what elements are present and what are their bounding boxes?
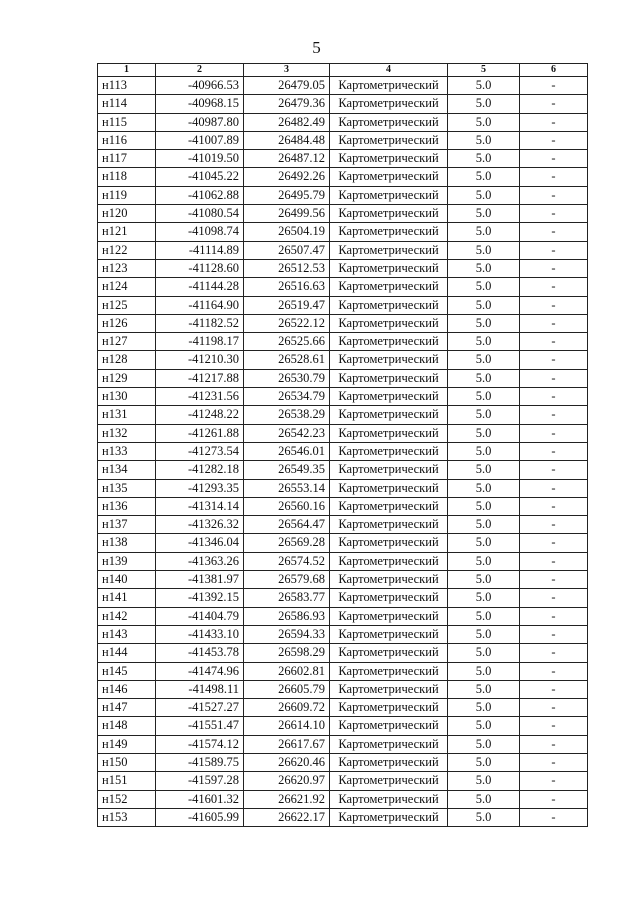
point-id-cell: н129: [98, 369, 156, 387]
y-coordinate-cell: 26516.63: [244, 278, 330, 296]
point-id-cell: н120: [98, 205, 156, 223]
accuracy-cell: 5.0: [448, 442, 520, 460]
method-cell: Картометрический: [330, 662, 448, 680]
y-coordinate-cell: 26549.35: [244, 461, 330, 479]
method-cell: Картометрический: [330, 278, 448, 296]
point-id-cell: н126: [98, 314, 156, 332]
x-coordinate-cell: -41363.26: [156, 552, 244, 570]
table-row: [98, 772, 588, 790]
method-cell: Картометрический: [330, 479, 448, 497]
x-coordinate-cell: -41098.74: [156, 223, 244, 241]
table-row: [98, 699, 588, 717]
table-row: [98, 808, 588, 826]
y-coordinate-cell: 26499.56: [244, 205, 330, 223]
point-id-cell: н132: [98, 424, 156, 442]
table-header-row: [98, 64, 588, 77]
table-row: [98, 205, 588, 223]
note-cell: -: [520, 369, 588, 387]
table-row: [98, 77, 588, 95]
accuracy-cell: 5.0: [448, 735, 520, 753]
table-row: [98, 625, 588, 643]
method-cell: Картометрический: [330, 753, 448, 771]
table-row: [98, 790, 588, 808]
y-coordinate-cell: 26586.93: [244, 607, 330, 625]
x-coordinate-cell: -41282.18: [156, 461, 244, 479]
x-coordinate-cell: -40966.53: [156, 77, 244, 95]
accuracy-cell: 5.0: [448, 625, 520, 643]
accuracy-cell: 5.0: [448, 662, 520, 680]
y-coordinate-cell: 26569.28: [244, 534, 330, 552]
accuracy-cell: 5.0: [448, 699, 520, 717]
point-id-cell: н139: [98, 552, 156, 570]
table-row: [98, 388, 588, 406]
table-row: [98, 113, 588, 131]
header-cell-4: 4: [330, 64, 448, 77]
table-row: [98, 278, 588, 296]
y-coordinate-cell: 26525.66: [244, 333, 330, 351]
point-id-cell: н140: [98, 571, 156, 589]
method-cell: Картометрический: [330, 95, 448, 113]
point-id-cell: н114: [98, 95, 156, 113]
method-cell: Картометрический: [330, 259, 448, 277]
method-cell: Картометрический: [330, 406, 448, 424]
point-id-cell: н115: [98, 113, 156, 131]
x-coordinate-cell: -41231.56: [156, 388, 244, 406]
y-coordinate-cell: 26487.12: [244, 150, 330, 168]
note-cell: -: [520, 150, 588, 168]
note-cell: -: [520, 131, 588, 149]
x-coordinate-cell: -41326.32: [156, 516, 244, 534]
accuracy-cell: 5.0: [448, 680, 520, 698]
y-coordinate-cell: 26622.17: [244, 808, 330, 826]
y-coordinate-cell: 26479.05: [244, 77, 330, 95]
point-id-cell: н135: [98, 479, 156, 497]
note-cell: -: [520, 168, 588, 186]
table-row: [98, 516, 588, 534]
accuracy-cell: 5.0: [448, 406, 520, 424]
note-cell: -: [520, 333, 588, 351]
method-cell: Картометрический: [330, 388, 448, 406]
table-row: [98, 644, 588, 662]
y-coordinate-cell: 26504.19: [244, 223, 330, 241]
point-id-cell: н128: [98, 351, 156, 369]
y-coordinate-cell: 26574.52: [244, 552, 330, 570]
note-cell: -: [520, 406, 588, 424]
table-row: [98, 680, 588, 698]
table-row: [98, 552, 588, 570]
method-cell: Картометрический: [330, 205, 448, 223]
point-id-cell: н137: [98, 516, 156, 534]
accuracy-cell: 5.0: [448, 772, 520, 790]
x-coordinate-cell: -41392.15: [156, 589, 244, 607]
table-row: [98, 571, 588, 589]
method-cell: Картометрический: [330, 808, 448, 826]
y-coordinate-cell: 26564.47: [244, 516, 330, 534]
table-row: [98, 314, 588, 332]
y-coordinate-cell: 26598.29: [244, 644, 330, 662]
x-coordinate-cell: -41007.89: [156, 131, 244, 149]
x-coordinate-cell: -41261.88: [156, 424, 244, 442]
y-coordinate-cell: 26609.72: [244, 699, 330, 717]
table-row: [98, 442, 588, 460]
x-coordinate-cell: -41114.89: [156, 241, 244, 259]
accuracy-cell: 5.0: [448, 259, 520, 277]
accuracy-cell: 5.0: [448, 95, 520, 113]
note-cell: -: [520, 77, 588, 95]
note-cell: -: [520, 534, 588, 552]
x-coordinate-cell: -41527.27: [156, 699, 244, 717]
accuracy-cell: 5.0: [448, 223, 520, 241]
x-coordinate-cell: -41453.78: [156, 644, 244, 662]
accuracy-cell: 5.0: [448, 589, 520, 607]
point-id-cell: н144: [98, 644, 156, 662]
point-id-cell: н142: [98, 607, 156, 625]
method-cell: Картометрический: [330, 607, 448, 625]
table-row: [98, 333, 588, 351]
point-id-cell: н118: [98, 168, 156, 186]
note-cell: -: [520, 95, 588, 113]
accuracy-cell: 5.0: [448, 552, 520, 570]
accuracy-cell: 5.0: [448, 753, 520, 771]
table-row: [98, 479, 588, 497]
point-id-cell: н152: [98, 790, 156, 808]
table-row: [98, 150, 588, 168]
note-cell: -: [520, 186, 588, 204]
header-cell-1: 1: [98, 64, 156, 77]
x-coordinate-cell: -41433.10: [156, 625, 244, 643]
point-id-cell: н143: [98, 625, 156, 643]
x-coordinate-cell: -41128.60: [156, 259, 244, 277]
method-cell: Картометрический: [330, 150, 448, 168]
note-cell: -: [520, 735, 588, 753]
method-cell: Картометрический: [330, 644, 448, 662]
accuracy-cell: 5.0: [448, 369, 520, 387]
y-coordinate-cell: 26530.79: [244, 369, 330, 387]
accuracy-cell: 5.0: [448, 808, 520, 826]
method-cell: Картометрический: [330, 516, 448, 534]
y-coordinate-cell: 26620.46: [244, 753, 330, 771]
table-row: [98, 186, 588, 204]
table-row: [98, 461, 588, 479]
point-id-cell: н146: [98, 680, 156, 698]
x-coordinate-cell: -41498.11: [156, 680, 244, 698]
note-cell: -: [520, 259, 588, 277]
y-coordinate-cell: 26519.47: [244, 296, 330, 314]
accuracy-cell: 5.0: [448, 388, 520, 406]
note-cell: -: [520, 442, 588, 460]
accuracy-cell: 5.0: [448, 333, 520, 351]
method-cell: Картометрический: [330, 571, 448, 589]
table-row: [98, 168, 588, 186]
table-row: [98, 259, 588, 277]
note-cell: -: [520, 461, 588, 479]
x-coordinate-cell: -41164.90: [156, 296, 244, 314]
method-cell: Картометрический: [330, 296, 448, 314]
y-coordinate-cell: 26542.23: [244, 424, 330, 442]
note-cell: -: [520, 571, 588, 589]
note-cell: -: [520, 241, 588, 259]
x-coordinate-cell: -41080.54: [156, 205, 244, 223]
x-coordinate-cell: -41346.04: [156, 534, 244, 552]
table-row: [98, 662, 588, 680]
point-id-cell: н150: [98, 753, 156, 771]
y-coordinate-cell: 26495.79: [244, 186, 330, 204]
note-cell: -: [520, 589, 588, 607]
note-cell: -: [520, 351, 588, 369]
accuracy-cell: 5.0: [448, 168, 520, 186]
x-coordinate-cell: -41589.75: [156, 753, 244, 771]
x-coordinate-cell: -41574.12: [156, 735, 244, 753]
point-id-cell: н122: [98, 241, 156, 259]
x-coordinate-cell: -41248.22: [156, 406, 244, 424]
header-cell-6: 6: [520, 64, 588, 77]
accuracy-cell: 5.0: [448, 131, 520, 149]
accuracy-cell: 5.0: [448, 113, 520, 131]
method-cell: Картометрический: [330, 680, 448, 698]
method-cell: Картометрический: [330, 77, 448, 95]
y-coordinate-cell: 26594.33: [244, 625, 330, 643]
x-coordinate-cell: -41381.97: [156, 571, 244, 589]
point-id-cell: н149: [98, 735, 156, 753]
accuracy-cell: 5.0: [448, 717, 520, 735]
accuracy-cell: 5.0: [448, 534, 520, 552]
method-cell: Картометрический: [330, 461, 448, 479]
y-coordinate-cell: 26617.67: [244, 735, 330, 753]
x-coordinate-cell: -41474.96: [156, 662, 244, 680]
point-id-cell: н147: [98, 699, 156, 717]
point-id-cell: н119: [98, 186, 156, 204]
header-cell-5: 5: [448, 64, 520, 77]
coordinates-table: [97, 63, 588, 827]
table-row: [98, 95, 588, 113]
point-id-cell: н131: [98, 406, 156, 424]
x-coordinate-cell: -41217.88: [156, 369, 244, 387]
note-cell: -: [520, 205, 588, 223]
point-id-cell: н113: [98, 77, 156, 95]
point-id-cell: н136: [98, 497, 156, 515]
accuracy-cell: 5.0: [448, 351, 520, 369]
method-cell: Картометрический: [330, 168, 448, 186]
y-coordinate-cell: 26479.36: [244, 95, 330, 113]
note-cell: -: [520, 644, 588, 662]
method-cell: Картометрический: [330, 497, 448, 515]
note-cell: -: [520, 717, 588, 735]
point-id-cell: н127: [98, 333, 156, 351]
accuracy-cell: 5.0: [448, 607, 520, 625]
accuracy-cell: 5.0: [448, 296, 520, 314]
note-cell: -: [520, 772, 588, 790]
point-id-cell: н123: [98, 259, 156, 277]
accuracy-cell: 5.0: [448, 186, 520, 204]
y-coordinate-cell: 26553.14: [244, 479, 330, 497]
x-coordinate-cell: -41293.35: [156, 479, 244, 497]
x-coordinate-cell: -41019.50: [156, 150, 244, 168]
method-cell: Картометрический: [330, 131, 448, 149]
note-cell: -: [520, 223, 588, 241]
accuracy-cell: 5.0: [448, 241, 520, 259]
accuracy-cell: 5.0: [448, 461, 520, 479]
table-header: [98, 64, 588, 77]
note-cell: -: [520, 607, 588, 625]
accuracy-cell: 5.0: [448, 314, 520, 332]
note-cell: -: [520, 278, 588, 296]
y-coordinate-cell: 26484.48: [244, 131, 330, 149]
note-cell: -: [520, 625, 588, 643]
method-cell: Картометрический: [330, 314, 448, 332]
method-cell: Картометрический: [330, 552, 448, 570]
y-coordinate-cell: 26560.16: [244, 497, 330, 515]
point-id-cell: н141: [98, 589, 156, 607]
point-id-cell: н130: [98, 388, 156, 406]
y-coordinate-cell: 26579.68: [244, 571, 330, 589]
point-id-cell: н148: [98, 717, 156, 735]
point-id-cell: н153: [98, 808, 156, 826]
point-id-cell: н138: [98, 534, 156, 552]
y-coordinate-cell: 26583.77: [244, 589, 330, 607]
note-cell: -: [520, 516, 588, 534]
x-coordinate-cell: -40987.80: [156, 113, 244, 131]
x-coordinate-cell: -41182.52: [156, 314, 244, 332]
note-cell: -: [520, 424, 588, 442]
table-row: [98, 406, 588, 424]
note-cell: -: [520, 790, 588, 808]
y-coordinate-cell: 26614.10: [244, 717, 330, 735]
method-cell: Картометрический: [330, 223, 448, 241]
table-row: [98, 351, 588, 369]
accuracy-cell: 5.0: [448, 479, 520, 497]
point-id-cell: н133: [98, 442, 156, 460]
y-coordinate-cell: 26538.29: [244, 406, 330, 424]
note-cell: -: [520, 680, 588, 698]
method-cell: Картометрический: [330, 369, 448, 387]
method-cell: Картометрический: [330, 625, 448, 643]
method-cell: Картометрический: [330, 717, 448, 735]
y-coordinate-cell: 26482.49: [244, 113, 330, 131]
accuracy-cell: 5.0: [448, 205, 520, 223]
table-row: [98, 369, 588, 387]
table-row: [98, 589, 588, 607]
accuracy-cell: 5.0: [448, 790, 520, 808]
x-coordinate-cell: -41273.54: [156, 442, 244, 460]
method-cell: Картометрический: [330, 699, 448, 717]
method-cell: Картометрический: [330, 589, 448, 607]
note-cell: -: [520, 113, 588, 131]
table-row: [98, 717, 588, 735]
accuracy-cell: 5.0: [448, 278, 520, 296]
table-row: [98, 296, 588, 314]
note-cell: -: [520, 388, 588, 406]
accuracy-cell: 5.0: [448, 150, 520, 168]
note-cell: -: [520, 497, 588, 515]
point-id-cell: н121: [98, 223, 156, 241]
accuracy-cell: 5.0: [448, 571, 520, 589]
note-cell: -: [520, 699, 588, 717]
point-id-cell: н124: [98, 278, 156, 296]
note-cell: -: [520, 662, 588, 680]
y-coordinate-cell: 26605.79: [244, 680, 330, 698]
method-cell: Картометрический: [330, 186, 448, 204]
table-row: [98, 607, 588, 625]
x-coordinate-cell: -41144.28: [156, 278, 244, 296]
method-cell: Картометрический: [330, 534, 448, 552]
method-cell: Картометрический: [330, 351, 448, 369]
note-cell: -: [520, 479, 588, 497]
table-row: [98, 241, 588, 259]
note-cell: -: [520, 552, 588, 570]
accuracy-cell: 5.0: [448, 424, 520, 442]
accuracy-cell: 5.0: [448, 516, 520, 534]
note-cell: -: [520, 753, 588, 771]
table-row: [98, 424, 588, 442]
method-cell: Картометрический: [330, 333, 448, 351]
method-cell: Картометрический: [330, 772, 448, 790]
accuracy-cell: 5.0: [448, 644, 520, 662]
x-coordinate-cell: -40968.15: [156, 95, 244, 113]
y-coordinate-cell: 26522.12: [244, 314, 330, 332]
point-id-cell: н145: [98, 662, 156, 680]
point-id-cell: н134: [98, 461, 156, 479]
table-body: [98, 77, 588, 827]
x-coordinate-cell: -41314.14: [156, 497, 244, 515]
table-row: [98, 497, 588, 515]
note-cell: -: [520, 808, 588, 826]
table-row: [98, 223, 588, 241]
table-row: [98, 753, 588, 771]
table-row: [98, 534, 588, 552]
point-id-cell: н117: [98, 150, 156, 168]
header-cell-2: 2: [156, 64, 244, 77]
point-id-cell: н151: [98, 772, 156, 790]
x-coordinate-cell: -41601.32: [156, 790, 244, 808]
accuracy-cell: 5.0: [448, 77, 520, 95]
x-coordinate-cell: -41062.88: [156, 186, 244, 204]
table-row: [98, 131, 588, 149]
x-coordinate-cell: -41198.17: [156, 333, 244, 351]
method-cell: Картометрический: [330, 790, 448, 808]
method-cell: Картометрический: [330, 735, 448, 753]
point-id-cell: н125: [98, 296, 156, 314]
header-cell-3: 3: [244, 64, 330, 77]
x-coordinate-cell: -41045.22: [156, 168, 244, 186]
point-id-cell: н116: [98, 131, 156, 149]
table-row: [98, 735, 588, 753]
x-coordinate-cell: -41551.47: [156, 717, 244, 735]
x-coordinate-cell: -41597.28: [156, 772, 244, 790]
y-coordinate-cell: 26528.61: [244, 351, 330, 369]
accuracy-cell: 5.0: [448, 497, 520, 515]
method-cell: Картометрический: [330, 424, 448, 442]
y-coordinate-cell: 26546.01: [244, 442, 330, 460]
x-coordinate-cell: -41605.99: [156, 808, 244, 826]
note-cell: -: [520, 314, 588, 332]
y-coordinate-cell: 26602.81: [244, 662, 330, 680]
x-coordinate-cell: -41210.30: [156, 351, 244, 369]
method-cell: Картометрический: [330, 113, 448, 131]
note-cell: -: [520, 296, 588, 314]
page-number: 5: [312, 38, 321, 57]
method-cell: Картометрический: [330, 442, 448, 460]
y-coordinate-cell: 26512.53: [244, 259, 330, 277]
method-cell: Картометрический: [330, 241, 448, 259]
y-coordinate-cell: 26534.79: [244, 388, 330, 406]
x-coordinate-cell: -41404.79: [156, 607, 244, 625]
y-coordinate-cell: 26507.47: [244, 241, 330, 259]
y-coordinate-cell: 26492.26: [244, 168, 330, 186]
y-coordinate-cell: 26620.97: [244, 772, 330, 790]
y-coordinate-cell: 26621.92: [244, 790, 330, 808]
